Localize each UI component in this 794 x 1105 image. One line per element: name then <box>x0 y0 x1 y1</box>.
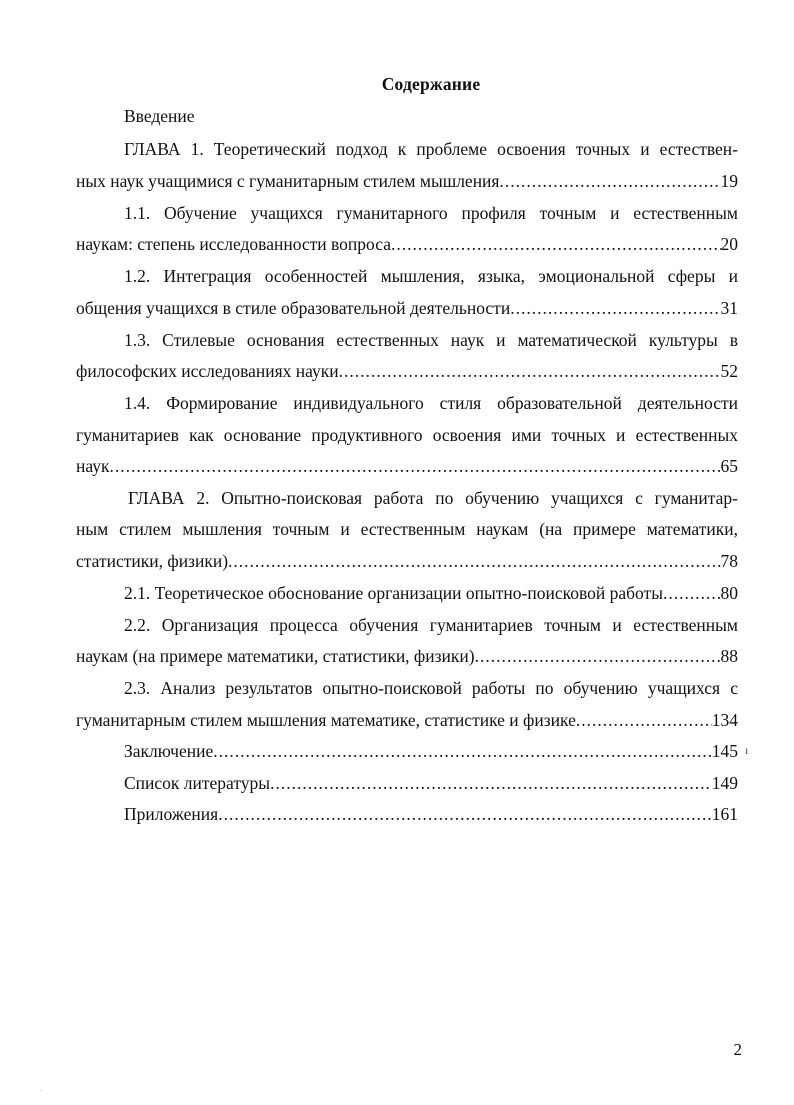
toc-chapter-2-entry <box>76 550 738 572</box>
leader-dots <box>391 233 721 255</box>
leader-dots <box>499 170 720 192</box>
toc-section-1-1-line-1: 1.1. Обучение учащихся гуманитарного профиля точным и естественным <box>124 203 738 223</box>
toc-section-1-2-line-2: общения учащихся в стиле образовательной деятельности <box>76 298 511 318</box>
toc-section-2-2-line-1: 2.2. Организация процесса обучения гуманитариев точным и естественным <box>124 615 738 635</box>
toc-chapter-1-entry <box>76 170 738 192</box>
leader-dots <box>218 803 712 825</box>
toc-section-2-2-line-2: наукам (на примере математики, статистики, физики) <box>76 646 475 666</box>
toc-section-2-2-page: 88 <box>720 646 738 666</box>
toc-section-1-3-line-1: 1.3. Стилевые основания естественных наук и математической культуры в <box>124 330 738 350</box>
toc-chapter-1-page: 19 <box>720 171 738 191</box>
leader-dots <box>228 550 720 572</box>
page-number: 2 <box>733 1040 742 1059</box>
toc-appendices-entry <box>124 803 738 825</box>
toc-section-1-2-entry <box>76 297 738 319</box>
toc-references-text: Список литературы <box>124 773 271 793</box>
toc-section-1-4-entry <box>76 455 738 477</box>
toc-section-2-1-entry <box>124 582 738 604</box>
leader-dots <box>339 360 721 382</box>
toc-section-2-3-line-2: гуманитарным стилем мышления математике, статистике и физике <box>76 710 576 730</box>
toc-conclusion-text: Заключение <box>124 741 214 761</box>
toc-chapter-2-line-3: статистики, физики) <box>76 551 229 571</box>
leader-dots <box>270 772 712 794</box>
toc-intro: Введение <box>124 106 195 126</box>
toc-conclusion-page: 145 <box>711 741 738 761</box>
toc-section-1-4-page: 65 <box>720 456 738 476</box>
toc-section-1-1-line-2: наукам: степень исследованности вопроса <box>76 234 391 254</box>
toc-appendices-page: 161 <box>711 804 738 824</box>
leader-dots <box>213 740 712 762</box>
scan-mark: ı <box>745 743 749 757</box>
toc-references-page: 149 <box>711 773 738 793</box>
page-title: Содержание <box>381 74 481 94</box>
scan-mark: · <box>40 1088 42 1094</box>
toc-references-entry <box>124 772 738 794</box>
toc-conclusion-entry <box>124 740 738 762</box>
toc-section-2-1-text: 2.1. Теоретическое обоснование организации опытно-поисковой работы <box>124 583 663 603</box>
toc-section-1-4-line-1: 1.4. Формирование индивидуального стиля образовательной деятельности <box>124 393 738 413</box>
toc-section-1-3-page: 52 <box>720 361 738 381</box>
toc-appendices-text: Приложения <box>124 804 219 824</box>
leader-dots <box>510 297 720 319</box>
toc-section-1-3-line-2: философских исследованиях науки <box>76 361 339 381</box>
toc-section-1-1-page: 20 <box>720 234 738 254</box>
toc-section-2-3-line-1: 2.3. Анализ результатов опытно-поисковой работы по обучению учащихся с <box>124 678 738 698</box>
toc-section-2-3-entry <box>76 709 738 731</box>
toc-section-1-1-entry <box>76 233 738 255</box>
toc-section-2-3-page: 134 <box>711 710 738 730</box>
toc-section-1-3-entry <box>76 360 738 382</box>
leader-dots <box>110 455 721 477</box>
toc-chapter-1-line-2: ных наук учащимися с гуманитарным стилем мышления <box>76 171 500 191</box>
toc-section-1-2-page: 31 <box>720 298 738 318</box>
leader-dots <box>576 709 712 731</box>
toc-section-1-2-line-1: 1.2. Интеграция особенностей мышления, языка, эмоциональной сферы и <box>124 266 738 286</box>
toc-chapter-2-line-1: ГЛАВА 2. Опытно-поисковая работа по обучению учащихся с гуманитар- <box>128 488 738 508</box>
leader-dots <box>475 645 721 667</box>
toc-section-2-2-entry <box>76 645 738 667</box>
toc-chapter-2-line-2: ным стилем мышления точным и естественным наукам (на примере математики, <box>76 519 738 539</box>
toc-section-1-4-line-2: гуманитариев как основание продуктивного освоения ими точных и естественных <box>76 425 738 445</box>
toc-chapter-1-line-1: ГЛАВА 1. Теоретический подход к проблеме освоения точных и естествен- <box>124 139 738 159</box>
toc-section-2-1-page: 80 <box>720 583 738 603</box>
leader-dots <box>663 582 721 604</box>
toc-chapter-2-page: 78 <box>720 551 738 571</box>
toc-section-1-4-line-3: наук <box>76 456 110 476</box>
